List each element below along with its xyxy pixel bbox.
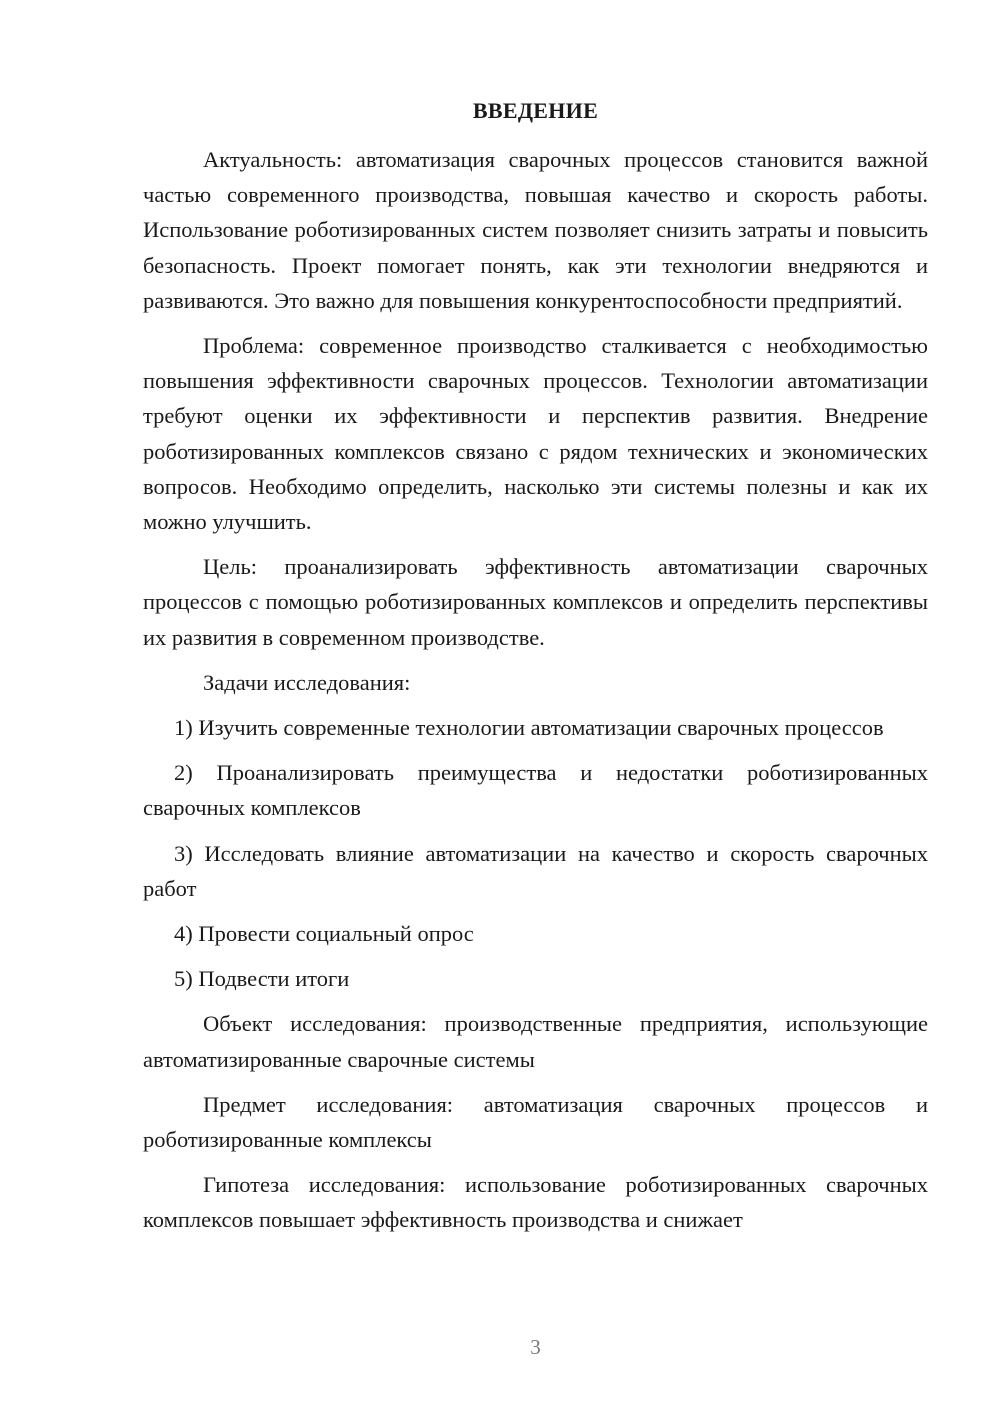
paragraph-subject: Предмет исследования: автоматизация сварочных процессов и роботизированные комплексы [143, 1091, 928, 1153]
page-number: 3 [530, 1335, 541, 1359]
paragraph-object: Объект исследования: производственные предприятия, использующие автоматизированные сварочные системы [143, 1011, 928, 1072]
paragraph-problem: Проблема: современное производство сталкивается с необходимостью повышения эффективности сварочных процессов. Технологии автоматизации требуют оценки их эффективности и перспектив развития. Внедрение роботизированных комплексов связано с рядом технических и экономических вопросов. Необходимо определить, насколько эти системы полезны и как их можно улучшить. [143, 333, 928, 535]
body-text [143, 142, 928, 1248]
paragraph-relevance: Актуальность: автоматизация сварочных процессов становится важной частью современного производства, повышая качество и скорость работы. Использование роботизированных систем позволяет снизить затраты и повысить безопасность. Проект помогает понять, как эти технологии внедряются и развиваются. Это важно для повышения конкурентоспособности предприятий. [143, 147, 928, 313]
task-item-4: 4) Провести социальный опрос [174, 921, 474, 947]
paragraph-tasks-heading: Задачи исследования: [203, 669, 411, 695]
task-item-3: 3) Исследовать влияние автоматизации на качество и скорость сварочных работ [143, 840, 928, 901]
section-title: ВВЕДЕНИЕ [472, 98, 599, 123]
task-item-2: 2) Проанализировать преимущества и недостатки роботизированных сварочных комплексов [143, 760, 928, 821]
task-item-1: 1) Изучить современные технологии автоматизации сварочных процессов [174, 715, 884, 741]
paragraph-goal: Цель: проанализировать эффективность автоматизации сварочных процессов с помощью роботизированных комплексов и определить перспективы их развития в современном производстве. [143, 554, 928, 650]
paragraph-hypothesis: Гипотеза исследования: использование роботизированных сварочных комплексов повышает эффективность производства и снижает [143, 1172, 928, 1233]
task-item-5: 5) Подвести итоги [174, 966, 350, 992]
